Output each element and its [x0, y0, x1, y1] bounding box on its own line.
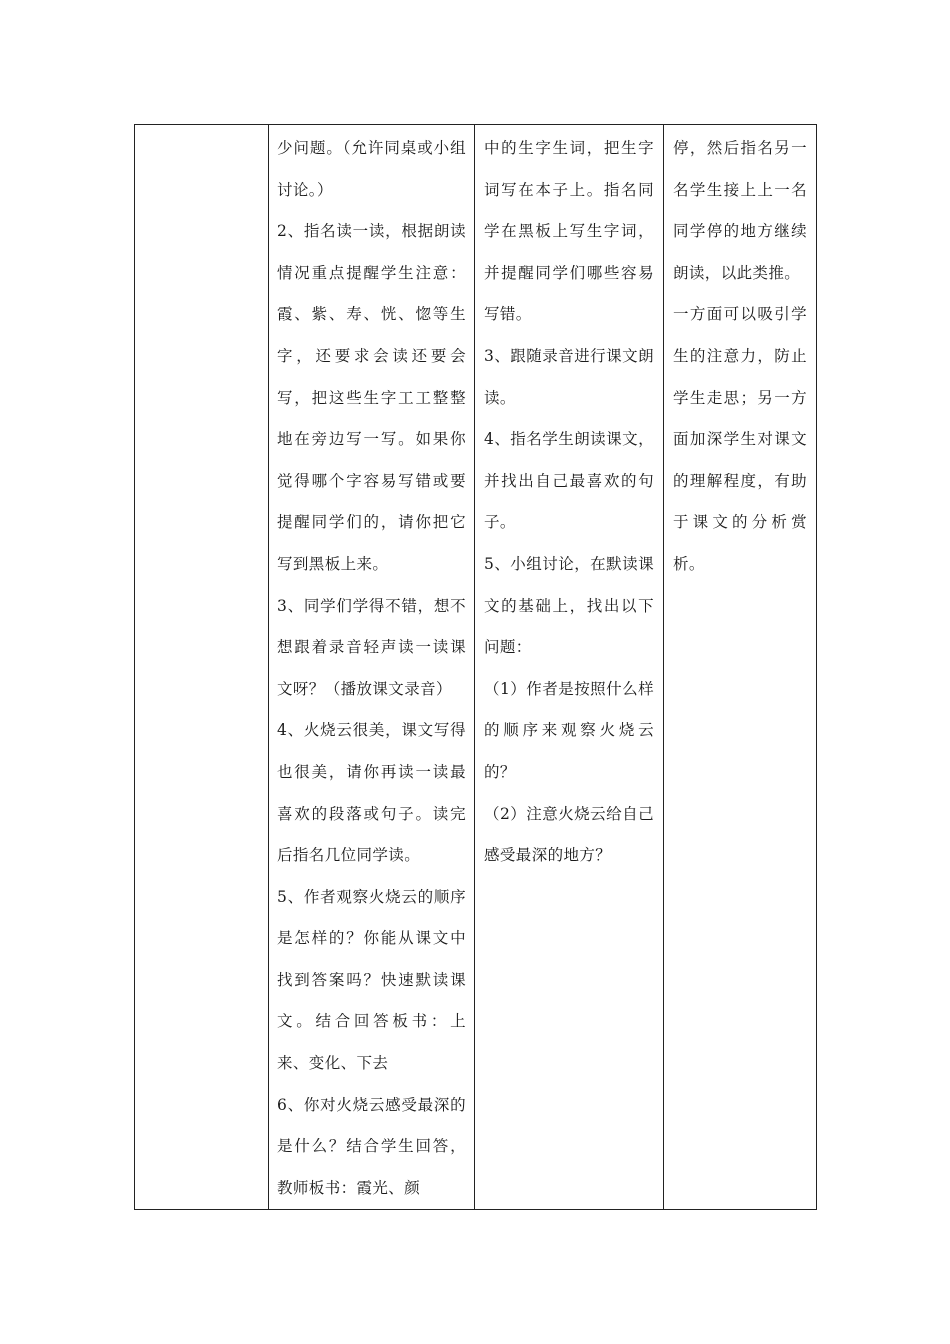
student-paragraph: （2）注意火烧云给自己感受最深的地方？	[484, 804, 654, 865]
teacher-activity-text	[269, 125, 474, 1209]
student-paragraph: 4、指名学生朗读课文，并找出自己最喜欢的句子。	[484, 430, 654, 532]
teacher-paragraph: 3、同学们学得不错，想不想跟着录音轻声读一读课文呀？（播放课文录音）	[277, 596, 466, 698]
teacher-activity-cell	[269, 125, 475, 1210]
student-paragraph: 中的生字生词，把生字词写在本子上。指名同学在黑板上写生字词，并提醒同学们哪些容易写错。	[484, 139, 654, 324]
design-intent-text	[664, 125, 816, 586]
student-activity-text	[475, 125, 663, 877]
teacher-paragraph: 4、火烧云很美，课文写得也很美，请你再读一读最喜欢的段落或句子。读完后指名几位同学读。	[277, 721, 466, 865]
intent-paragraph: 停，然后指名另一名学生接上上一名同学停的地方继续朗读，以此类推。	[673, 139, 807, 282]
lesson-plan-table	[134, 124, 817, 1210]
student-paragraph: 5、小组讨论，在默读课文的基础上，找出以下问题：	[484, 554, 654, 657]
stage-column-cell	[135, 125, 269, 1210]
teacher-paragraph: 2、指名读一读，根据朗读情况重点提醒学生注意：霞、紫、寿、恍、惚等生字，还要求会读还要会写，把这些生字工工整整地在旁边写一写。如果你觉得哪个字容易写错或要提醒同学们的，请你把它写到黑板上来。	[277, 222, 466, 573]
teacher-paragraph: 6、你对火烧云感受最深的是什么？结合学生回答，教师板书：霞光、颜	[277, 1095, 466, 1197]
intent-paragraph: 一方面可以吸引学生的注意力，防止学生走思；另一方面加深学生对课文的理解程度，有助于课文的分析赏析。	[673, 305, 807, 573]
student-activity-cell	[475, 125, 664, 1210]
design-intent-cell	[664, 125, 817, 1210]
teacher-paragraph: 5、作者观察火烧云的顺序是怎样的？你能从课文中找到答案吗？快速默读课文。结合回答板书：上来、变化、下去	[277, 887, 466, 1073]
table-row	[135, 125, 817, 1210]
student-paragraph: 3、跟随录音进行课文朗读。	[484, 346, 654, 407]
teacher-paragraph: 少问题。（允许同桌或小组讨论。）	[277, 139, 466, 199]
student-paragraph: （1）作者是按照什么样的顺序来观察火烧云的？	[484, 679, 654, 781]
